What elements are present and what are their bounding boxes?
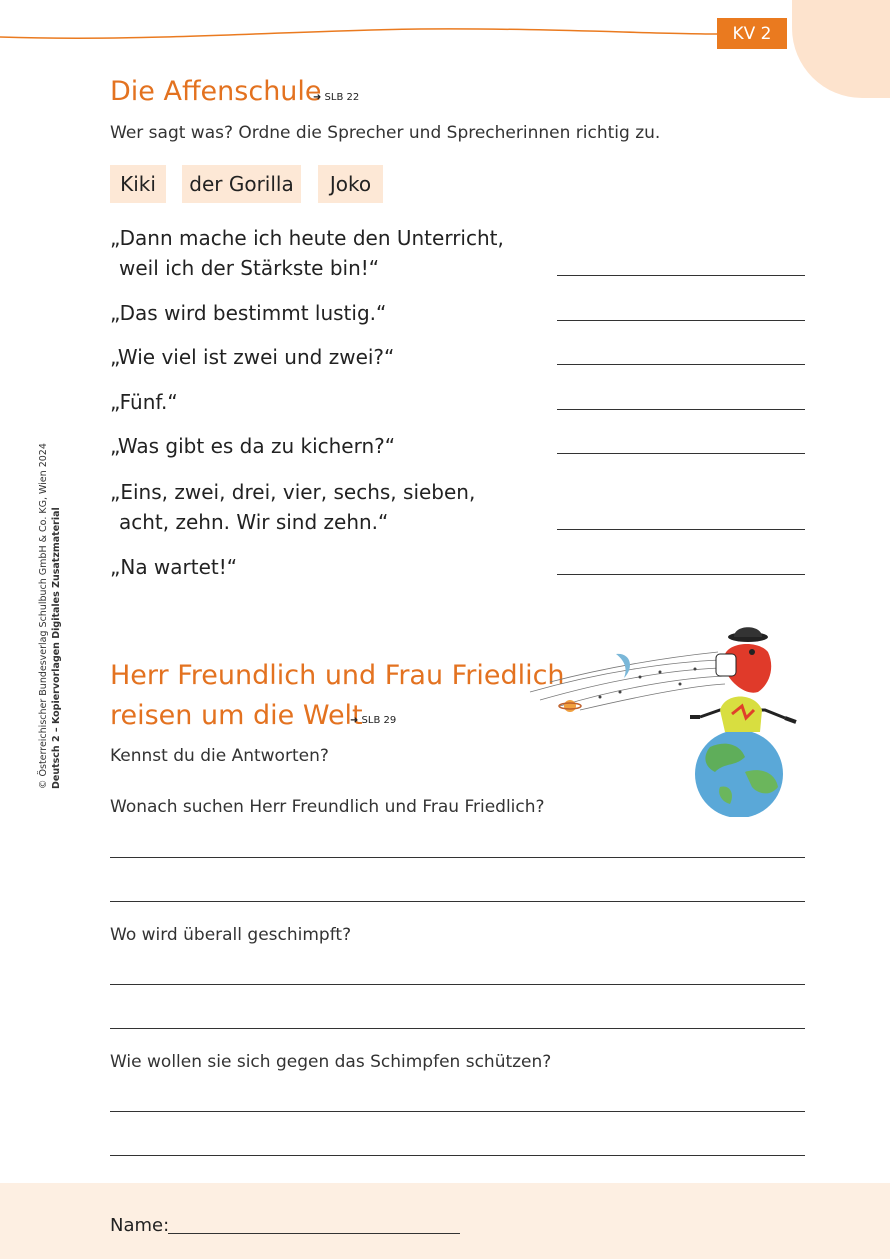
answer-line[interactable] [557, 275, 805, 276]
quote-text: acht, zehn. Wir sind zehn.“ [119, 510, 389, 534]
answer-line[interactable] [557, 320, 805, 321]
answer-line[interactable] [557, 574, 805, 575]
copyright-sidebar [37, 443, 63, 789]
quote-text: „Was gibt es da zu kichern?“ [110, 434, 396, 458]
copyright-line: © Österreichischer Bundesverlag Schulbuch GmbH & Co. KG, Wien 2024 [38, 443, 49, 789]
globe-character-illustration [520, 622, 810, 817]
section1-ref: ➜ SLB 22 [313, 92, 360, 103]
answer-line[interactable] [110, 857, 805, 858]
question-text: Wo wird überall geschimpft? [110, 925, 352, 945]
question-text: Wonach suchen Herr Freundlich und Frau Friedlich? [110, 797, 545, 817]
answer-line[interactable] [110, 1028, 805, 1029]
quote-text: „Fünf.“ [110, 390, 178, 414]
answer-line[interactable] [110, 984, 805, 985]
answer-line[interactable] [557, 364, 805, 365]
section2-title-line2: reisen um die Welt [110, 700, 363, 731]
speaker-chip: Kiki [110, 165, 166, 203]
answer-line[interactable] [110, 901, 805, 902]
quote-text: „Eins, zwei, drei, vier, sechs, sieben, [110, 480, 476, 504]
section2-ref: ➜ SLB 29 [350, 715, 397, 726]
quote-text: weil ich der Stärkste bin!“ [119, 256, 380, 280]
answer-line[interactable] [557, 409, 805, 410]
speaker-chip: Joko [318, 165, 383, 203]
question-text: Wie wollen sie sich gegen das Schimpfen schützen? [110, 1052, 552, 1072]
answer-line[interactable] [557, 529, 805, 530]
name-label: Name: [110, 1215, 170, 1236]
worksheet-badge: KV 2 [717, 18, 787, 49]
section2-instruction: Kennst du die Antworten? [110, 746, 329, 766]
quote-text: „Das wird bestimmt lustig.“ [110, 301, 387, 325]
section2-title: Herr Freundlich und Frau Friedlich [110, 660, 565, 691]
quote-text: „Wie viel ist zwei und zwei?“ [110, 345, 395, 369]
section1-instruction: Wer sagt was? Ordne die Sprecher und Sprecherinnen richtig zu. [110, 123, 661, 143]
answer-line[interactable] [557, 453, 805, 454]
series-line: Deutsch 2 – Kopiervorlagen Digitales Zusatzmaterial [51, 507, 62, 789]
answer-line[interactable] [110, 1111, 805, 1112]
speaker-chip: der Gorilla [182, 165, 301, 203]
quote-text: „Na wartet!“ [110, 555, 238, 579]
quote-text: „Dann mache ich heute den Unterricht, [110, 226, 504, 250]
answer-line[interactable] [110, 1155, 805, 1156]
name-field-line[interactable] [168, 1233, 460, 1234]
section1-title: Die Affenschule [110, 76, 322, 107]
